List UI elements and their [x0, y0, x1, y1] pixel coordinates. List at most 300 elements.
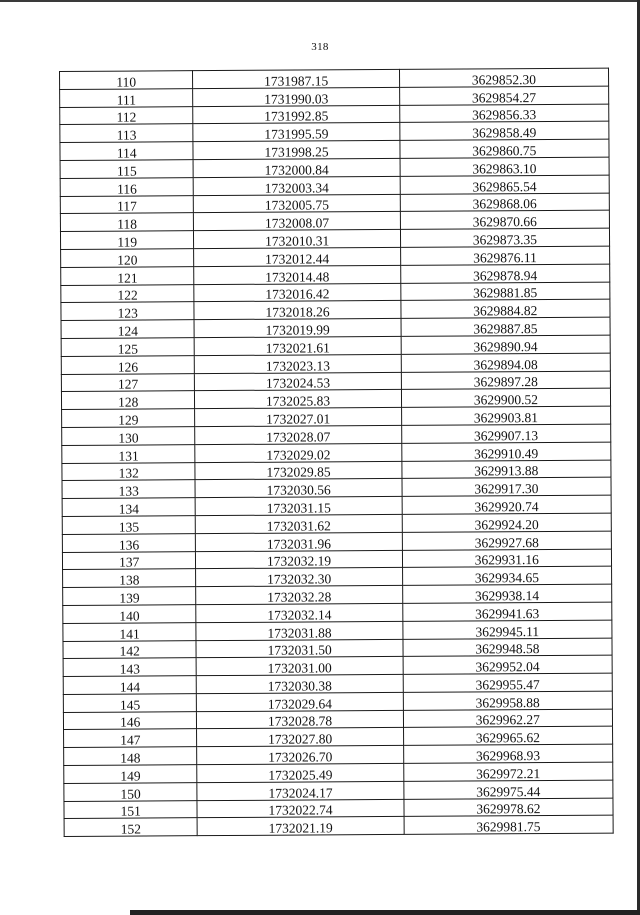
y-coordinate-cell: [402, 584, 611, 603]
point-number-cell-text: 133: [118, 483, 139, 499]
point-number-cell: [62, 480, 196, 499]
y-coordinate-cell-text: 3629931.16: [474, 552, 539, 568]
point-number-cell: [64, 765, 198, 784]
y-coordinate-cell: [402, 602, 611, 621]
table-row: [60, 193, 609, 214]
y-coordinate-cell: [401, 299, 610, 318]
y-coordinate-cell: [400, 228, 609, 247]
x-coordinate-cell-text: 1732028.07: [266, 429, 331, 445]
x-coordinate-cell: [197, 781, 403, 800]
y-coordinate-cell-text: 3629870.66: [472, 214, 537, 230]
table-row: [60, 86, 609, 107]
point-number-cell: [63, 605, 197, 624]
x-coordinate-cell-text: 1732019.99: [265, 322, 330, 338]
point-number-cell: [61, 284, 195, 303]
table-row: [62, 460, 611, 481]
y-coordinate-cell-text: 3629934.65: [474, 570, 540, 586]
point-number-cell: [60, 124, 194, 143]
y-coordinate-cell: [402, 495, 611, 514]
x-coordinate-cell: [197, 728, 403, 747]
y-coordinate-cell-text: 3629952.04: [475, 659, 540, 675]
table-row: [64, 762, 613, 783]
point-number-cell-text: 115: [116, 163, 137, 179]
y-coordinate-cell-text: 3629873.35: [472, 232, 537, 248]
y-coordinate-cell: [402, 460, 611, 479]
x-coordinate-cell-text: 1732003.34: [264, 179, 329, 196]
point-number-cell-text: 112: [116, 109, 137, 126]
point-number-cell: [61, 266, 195, 285]
point-number-cell: [62, 427, 196, 446]
x-coordinate-cell-text: 1731998.25: [264, 144, 329, 160]
y-coordinate-cell-text: 3629854.27: [471, 89, 537, 106]
y-coordinate-cell-text: 3629920.74: [474, 499, 539, 515]
table-row: [60, 122, 609, 143]
point-number-cell-text: 147: [120, 732, 141, 748]
x-coordinate-cell-text: 1732021.19: [268, 820, 333, 836]
x-coordinate-cell: [195, 372, 401, 391]
point-number-cell: [60, 195, 194, 214]
table-row: [63, 620, 612, 641]
y-coordinate-cell: [400, 157, 609, 176]
point-number-cell: [62, 409, 196, 428]
y-coordinate-cell-text: 3629868.06: [472, 196, 537, 212]
table-row: [62, 424, 611, 445]
point-number-cell-text: 126: [117, 359, 139, 375]
x-coordinate-cell: [197, 746, 403, 765]
y-coordinate-cell: [403, 655, 612, 674]
x-coordinate-cell: [197, 710, 403, 729]
point-number-cell-text: 144: [119, 679, 141, 695]
y-coordinate-cell-text: 3629910.49: [474, 445, 539, 462]
y-coordinate-cell: [404, 798, 613, 817]
y-coordinate-cell-text: 3629852.30: [471, 71, 537, 88]
x-coordinate-cell-text: 1732031.96: [266, 535, 332, 552]
x-coordinate-cell: [197, 675, 403, 694]
point-number-cell: [60, 231, 194, 250]
point-number-cell-text: 127: [117, 376, 139, 392]
x-coordinate-cell-text: 1732032.19: [266, 553, 332, 570]
point-number-cell: [63, 569, 197, 588]
y-coordinate-cell-text: 3629897.28: [473, 374, 538, 390]
point-number-cell: [62, 533, 196, 552]
x-coordinate-cell-text: 1732032.30: [267, 571, 332, 587]
point-number-cell-text: 125: [117, 341, 139, 357]
y-coordinate-cell-text: 3629958.88: [475, 694, 540, 711]
x-coordinate-cell-text: 1732024.53: [265, 375, 331, 392]
y-coordinate-cell-text: 3629955.47: [475, 676, 540, 693]
point-number-cell-text: 135: [118, 519, 140, 535]
point-number-cell-text: 111: [116, 92, 137, 108]
table-row: [61, 317, 610, 338]
point-number-cell-text: 117: [117, 198, 137, 215]
point-number-cell-text: 120: [117, 252, 138, 268]
y-coordinate-cell: [403, 727, 612, 746]
y-coordinate-cell: [403, 762, 612, 781]
x-coordinate-cell-text: 1732005.75: [264, 197, 329, 214]
table-row: [60, 68, 609, 89]
table-row: [63, 638, 612, 659]
y-coordinate-cell-text: 3629978.62: [476, 801, 541, 817]
y-coordinate-cell: [401, 371, 610, 390]
table-row: [64, 744, 613, 765]
x-coordinate-cell: [196, 532, 402, 551]
x-coordinate-cell: [193, 158, 399, 177]
y-coordinate-cell: [403, 620, 612, 639]
point-number-cell: [64, 747, 198, 766]
table-row: [61, 299, 610, 320]
point-number-cell-text: 128: [118, 394, 139, 410]
point-number-cell: [62, 516, 196, 535]
table-row: [62, 442, 611, 463]
x-coordinate-cell: [193, 123, 399, 142]
y-coordinate-cell-text: 3629917.30: [474, 481, 539, 497]
y-coordinate-cell-text: 3629948.58: [475, 641, 540, 657]
point-number-cell-text: 138: [119, 572, 140, 588]
y-coordinate-cell-text: 3629887.85: [473, 321, 538, 337]
y-coordinate-cell-text: 3629863.10: [472, 160, 537, 177]
table-row: [62, 495, 611, 516]
y-coordinate-cell: [401, 317, 610, 336]
table-row: [60, 211, 609, 232]
point-number-cell: [61, 355, 195, 374]
scan-bottom-edge: [130, 910, 640, 915]
point-number-cell-text: 116: [117, 181, 137, 197]
x-coordinate-cell-text: 1732022.74: [268, 802, 333, 819]
y-coordinate-cell-text: 3629894.08: [473, 356, 538, 373]
x-coordinate-cell-text: 1732031.62: [266, 518, 331, 534]
y-coordinate-cell-text: 3629945.11: [475, 623, 540, 639]
point-number-cell: [61, 302, 195, 321]
point-number-cell-text: 148: [120, 750, 141, 766]
y-coordinate-cell-text: 3629968.93: [475, 748, 541, 764]
table-row: [60, 157, 609, 178]
x-coordinate-cell: [193, 141, 399, 160]
x-coordinate-cell-text: 1731995.59: [264, 126, 329, 142]
point-number-cell: [63, 640, 197, 659]
y-coordinate-cell: [400, 264, 609, 283]
table-row: [61, 246, 610, 267]
x-coordinate-cell: [195, 336, 401, 355]
y-coordinate-cell-text: 3629884.82: [473, 303, 538, 319]
y-coordinate-cell: [401, 442, 610, 461]
page-number: 318: [311, 41, 329, 53]
x-coordinate-cell: [195, 479, 401, 498]
x-coordinate-cell: [194, 194, 400, 213]
y-coordinate-cell: [402, 477, 611, 496]
y-coordinate-cell: [400, 122, 609, 141]
x-coordinate-cell-text: 1732031.15: [266, 500, 331, 516]
x-coordinate-cell: [194, 176, 400, 195]
y-coordinate-cell-text: 3629878.94: [472, 267, 538, 284]
y-coordinate-cell-text: 3629972.21: [476, 765, 541, 782]
point-number-cell: [61, 338, 195, 357]
point-number-cell: [61, 391, 195, 410]
point-number-cell: [60, 71, 194, 90]
x-coordinate-cell-text: 1732030.56: [266, 482, 331, 498]
y-coordinate-cell-text: 3629927.68: [474, 534, 539, 550]
y-coordinate-cell: [401, 424, 610, 443]
y-coordinate-cell: [402, 566, 611, 585]
table-row: [62, 531, 611, 552]
y-coordinate-cell-text: 3629907.13: [473, 427, 539, 444]
point-number-cell: [61, 373, 195, 392]
table-row: [63, 673, 612, 694]
y-coordinate-cell-text: 3629903.81: [473, 410, 539, 426]
point-number-cell-text: 118: [117, 216, 138, 232]
y-coordinate-cell: [399, 104, 608, 123]
x-coordinate-cell: [194, 230, 400, 249]
point-number-cell: [64, 783, 198, 802]
y-coordinate-cell: [404, 816, 613, 835]
table-row: [62, 477, 611, 498]
point-number-cell: [63, 658, 197, 677]
point-number-cell: [64, 729, 198, 748]
point-number-cell: [63, 711, 197, 730]
y-coordinate-cell: [401, 282, 610, 301]
point-number-cell-text: 152: [120, 821, 142, 837]
y-coordinate-cell: [403, 673, 612, 692]
y-coordinate-cell-text: 3629858.49: [472, 125, 537, 141]
x-coordinate-cell-text: 1732029.64: [267, 696, 333, 712]
x-coordinate-cell-text: 1732029.02: [266, 446, 331, 463]
table-row: [60, 139, 609, 160]
x-coordinate-cell-text: 1732032.14: [267, 607, 332, 623]
y-coordinate-cell: [402, 549, 611, 568]
x-coordinate-cell-text: 1732014.48: [265, 268, 330, 285]
point-number-cell-text: 143: [119, 661, 141, 677]
x-coordinate-cell: [197, 799, 403, 818]
point-number-cell-text: 129: [118, 412, 139, 428]
table-row: [63, 709, 612, 730]
y-coordinate-cell: [403, 709, 612, 728]
y-coordinate-cell: [400, 139, 609, 158]
point-number-cell-text: 114: [116, 145, 137, 161]
table-row: [64, 798, 613, 819]
point-number-cell-text: 141: [119, 626, 140, 642]
x-coordinate-cell-text: 1732008.07: [264, 215, 330, 231]
point-number-cell: [61, 320, 195, 339]
x-coordinate-cell: [196, 603, 402, 622]
table-row: [64, 780, 613, 801]
y-coordinate-cell-text: 3629876.11: [473, 249, 537, 266]
y-coordinate-cell: [403, 638, 612, 657]
coordinate-table: [59, 68, 614, 838]
point-number-cell: [62, 462, 196, 481]
x-coordinate-cell-text: 1732021.61: [265, 340, 330, 356]
y-coordinate-cell: [404, 780, 613, 799]
y-coordinate-cell-text: 3629881.85: [473, 285, 538, 301]
x-coordinate-cell: [195, 354, 401, 373]
point-number-cell-text: 121: [117, 270, 138, 286]
x-coordinate-cell-text: 1731992.85: [264, 108, 329, 125]
x-coordinate-cell-text: 1731990.03: [264, 90, 329, 107]
point-number-cell-text: 122: [117, 287, 138, 304]
y-coordinate-cell-text: 3629865.54: [472, 178, 537, 195]
x-coordinate-cell: [195, 443, 401, 462]
x-coordinate-cell-text: 1732024.17: [268, 785, 333, 801]
x-coordinate-cell: [195, 390, 401, 409]
x-coordinate-cell-text: 1732031.50: [267, 642, 332, 659]
x-coordinate-cell: [194, 247, 400, 266]
point-number-cell: [64, 818, 198, 837]
x-coordinate-cell-text: 1732025.49: [268, 767, 333, 783]
x-coordinate-cell-text: 1732010.31: [264, 233, 330, 249]
y-coordinate-cell-text: 3629965.62: [475, 730, 541, 746]
point-number-cell: [63, 694, 197, 713]
x-coordinate-cell-text: 1732028.78: [267, 713, 333, 730]
point-number-cell: [60, 177, 194, 196]
point-number-cell-text: 140: [119, 608, 140, 624]
y-coordinate-cell: [401, 388, 610, 407]
point-number-cell-text: 130: [118, 430, 139, 446]
point-number-cell: [60, 106, 194, 125]
table-row: [60, 228, 609, 249]
x-coordinate-cell: [195, 461, 401, 480]
point-number-cell-text: 142: [119, 643, 140, 659]
point-number-cell: [62, 444, 196, 463]
table-row: [62, 513, 611, 534]
x-coordinate-cell: [196, 568, 402, 587]
coordinate-table-body: [60, 68, 614, 837]
table-row: [63, 655, 612, 676]
y-coordinate-cell: [402, 513, 611, 532]
y-coordinate-cell-text: 3629938.14: [474, 587, 540, 604]
y-coordinate-cell: [400, 193, 609, 212]
x-coordinate-cell-text: 1732032.28: [267, 589, 332, 605]
point-number-cell-text: 146: [120, 715, 141, 731]
point-number-cell-text: 134: [118, 501, 140, 517]
point-number-cell-text: 150: [120, 786, 141, 802]
table-row: [64, 727, 613, 748]
x-coordinate-cell-text: 1732030.38: [267, 678, 332, 694]
x-coordinate-cell: [197, 657, 403, 676]
point-number-cell: [63, 587, 197, 606]
table-row: [63, 602, 612, 623]
x-coordinate-cell: [194, 301, 400, 320]
y-coordinate-cell-text: 3629924.20: [474, 516, 539, 533]
x-coordinate-cell-text: 1732023.13: [265, 357, 330, 374]
y-coordinate-cell-text: 3629962.27: [475, 712, 540, 728]
y-coordinate-cell: [402, 531, 611, 550]
point-number-cell: [62, 498, 196, 517]
x-coordinate-cell: [197, 692, 403, 711]
x-coordinate-cell-text: 1732029.85: [266, 464, 331, 481]
y-coordinate-cell: [399, 68, 608, 87]
point-number-cell: [60, 142, 194, 161]
x-coordinate-cell: [195, 425, 401, 444]
point-number-cell-text: 139: [119, 590, 140, 606]
point-number-cell-text: 131: [118, 448, 139, 464]
y-coordinate-cell-text: 3629981.75: [476, 819, 541, 835]
table-row: [61, 388, 610, 409]
point-number-cell-text: 110: [116, 74, 137, 90]
point-number-cell-text: 123: [117, 305, 138, 321]
table-row: [61, 264, 610, 285]
y-coordinate-cell: [401, 353, 610, 372]
y-coordinate-cell-text: 3629900.52: [473, 392, 538, 408]
point-number-cell-text: 137: [119, 554, 140, 570]
x-coordinate-cell-text: 1732012.44: [265, 251, 330, 267]
point-number-cell: [60, 88, 194, 107]
x-coordinate-cell: [193, 105, 399, 124]
point-number-cell-text: 145: [119, 697, 141, 713]
x-coordinate-cell: [196, 497, 402, 516]
table-row: [61, 335, 610, 356]
y-coordinate-cell-text: 3629975.44: [476, 783, 541, 800]
table-row: [62, 406, 611, 427]
point-number-cell-text: 119: [117, 234, 138, 250]
point-number-cell: [63, 622, 197, 641]
y-coordinate-cell: [403, 691, 612, 710]
y-coordinate-cell-text: 3629890.94: [473, 338, 538, 355]
x-coordinate-cell-text: 1732031.00: [267, 660, 332, 676]
point-number-cell-text: 132: [118, 465, 139, 481]
point-number-cell: [61, 249, 195, 268]
table-row: [64, 816, 613, 837]
table-row: [60, 104, 609, 125]
y-coordinate-cell: [401, 335, 610, 354]
x-coordinate-cell-text: 1732016.42: [265, 286, 330, 303]
y-coordinate-cell-text: 3629913.88: [474, 463, 539, 479]
x-coordinate-cell-text: 1732027.01: [266, 411, 331, 427]
y-coordinate-cell-text: 3629860.75: [472, 143, 537, 159]
x-coordinate-cell: [196, 514, 402, 533]
y-coordinate-cell: [401, 406, 610, 425]
scan-top-edge: [0, 0, 640, 2]
x-coordinate-cell-text: 1731987.15: [264, 73, 329, 89]
point-number-cell: [64, 800, 198, 819]
point-number-cell-text: 151: [120, 803, 141, 820]
x-coordinate-cell-text: 1732025.83: [265, 393, 331, 409]
y-coordinate-cell: [403, 744, 612, 763]
x-coordinate-cell-text: 1732000.84: [264, 162, 329, 178]
x-coordinate-cell: [194, 265, 400, 284]
table-row: [61, 282, 610, 303]
x-coordinate-cell: [196, 586, 402, 605]
x-coordinate-cell: [194, 283, 400, 302]
table-row: [62, 549, 611, 570]
point-number-cell-text: 136: [118, 537, 140, 553]
y-coordinate-cell: [399, 86, 608, 105]
x-coordinate-cell: [197, 817, 403, 836]
x-coordinate-cell: [196, 639, 402, 658]
point-number-cell: [63, 676, 197, 695]
x-coordinate-cell-text: 1732027.80: [268, 731, 333, 748]
point-number-cell-text: 149: [120, 768, 141, 784]
point-number-cell-text: 113: [116, 127, 137, 143]
x-coordinate-cell-text: 1732018.26: [265, 304, 330, 320]
point-number-cell: [60, 160, 194, 179]
table-row: [61, 353, 610, 374]
table-row: [63, 566, 612, 587]
x-coordinate-cell: [194, 319, 400, 338]
point-number-cell-text: 124: [117, 323, 138, 339]
table-row: [60, 175, 609, 196]
x-coordinate-cell: [193, 69, 399, 88]
y-coordinate-cell: [400, 246, 609, 265]
table-row: [63, 691, 612, 712]
y-coordinate-cell: [400, 175, 609, 194]
y-coordinate-cell-text: 3629856.33: [472, 107, 537, 123]
point-number-cell: [62, 551, 196, 570]
table-row: [61, 371, 610, 392]
y-coordinate-cell: [400, 211, 609, 230]
x-coordinate-cell: [196, 621, 402, 640]
x-coordinate-cell: [197, 763, 403, 782]
x-coordinate-cell-text: 1732026.70: [268, 749, 333, 765]
x-coordinate-cell: [193, 87, 399, 106]
x-coordinate-cell: [194, 212, 400, 231]
